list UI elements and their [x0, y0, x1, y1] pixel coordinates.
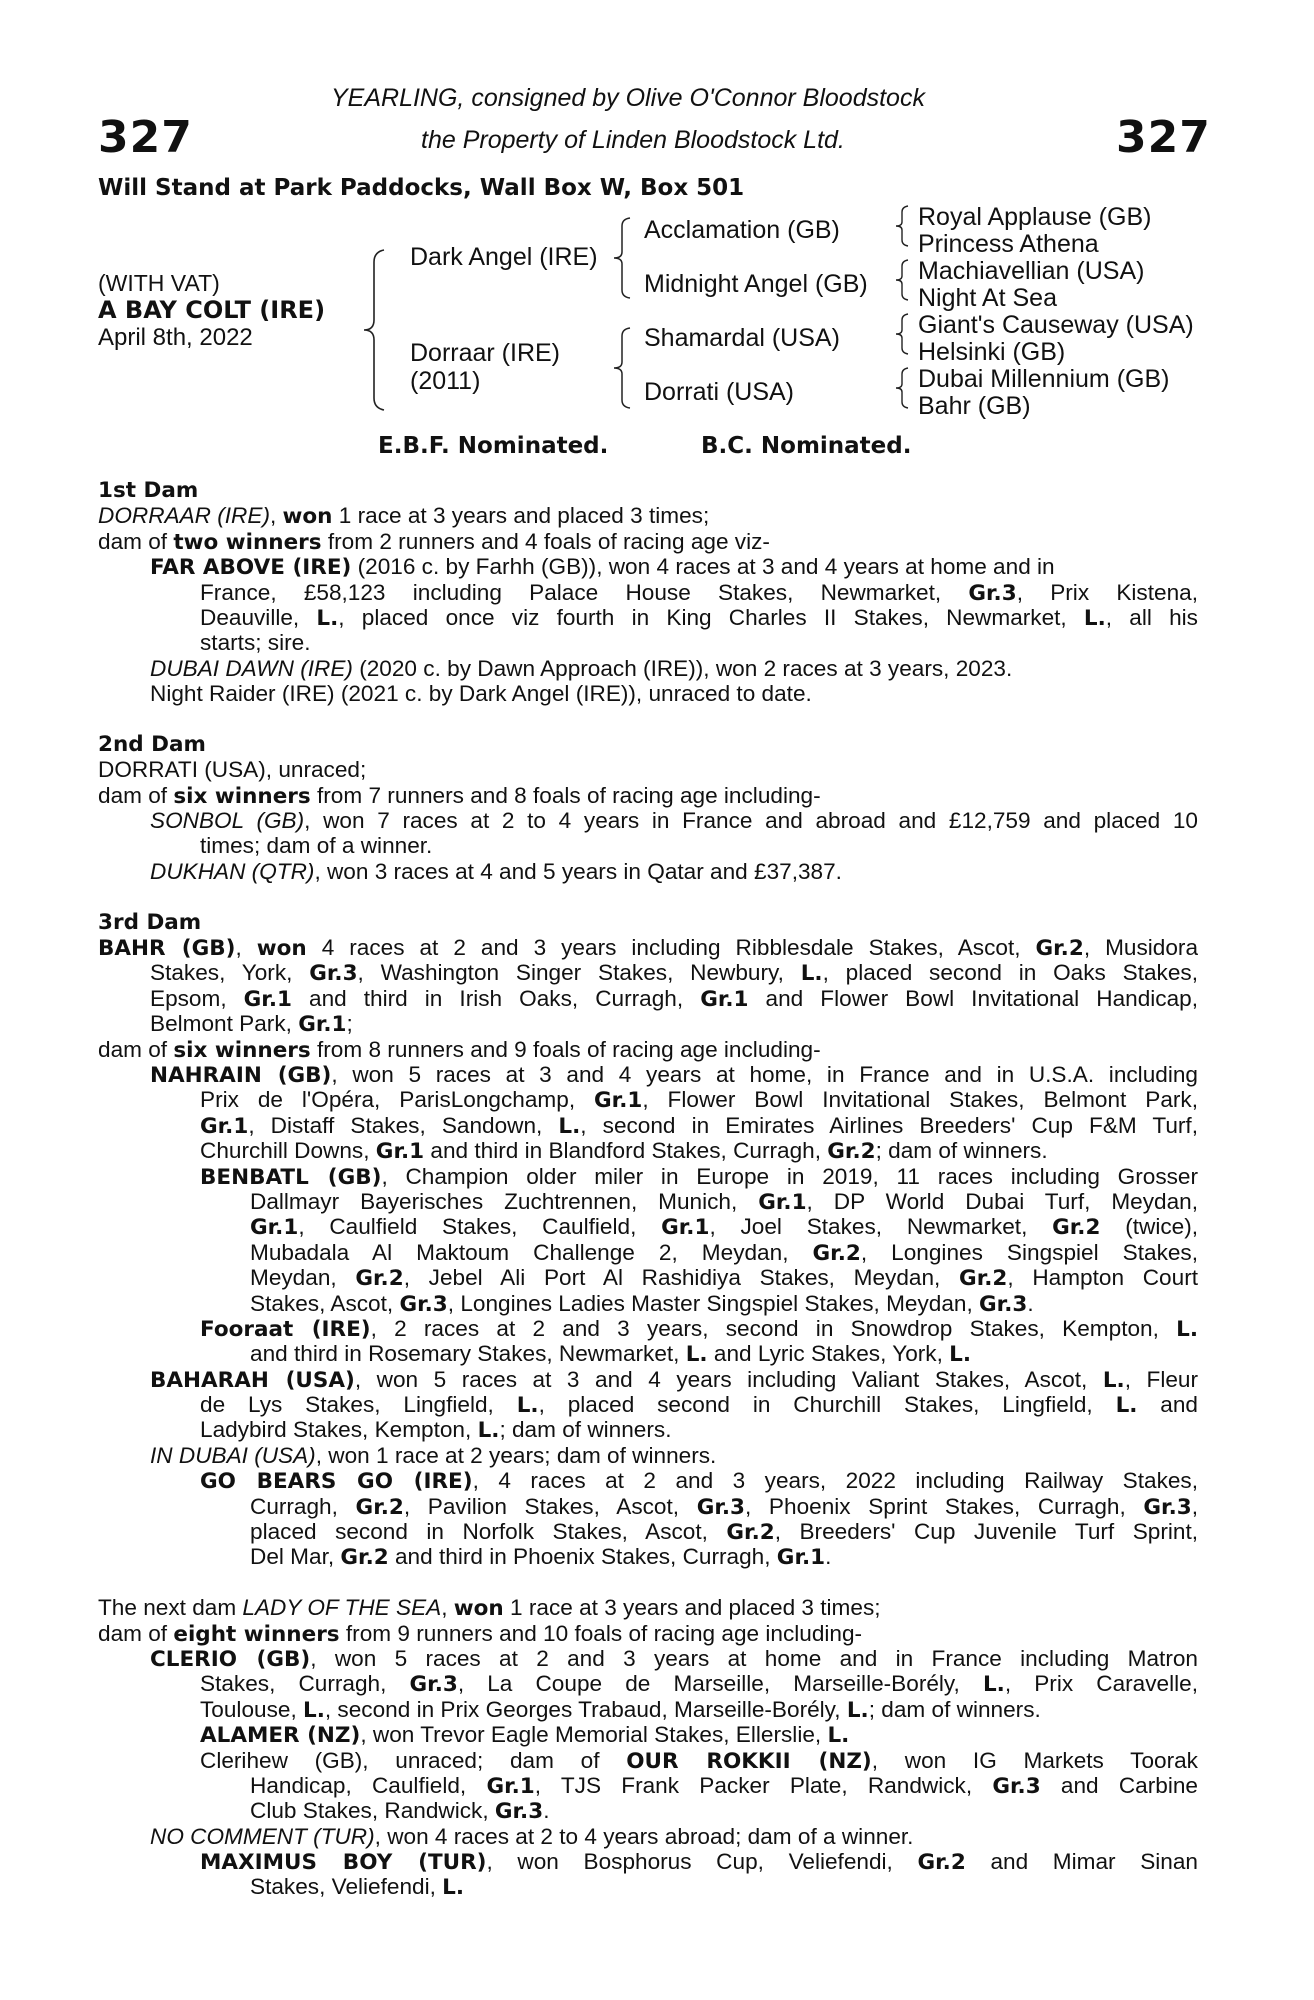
pedigree-brace-g1: [894, 204, 912, 248]
first-dam-produce: dam of two winners from 2 runners and 4 foals of racing age viz-: [98, 528, 770, 555]
pedigree-gg-5: Giant's Causeway (USA): [918, 311, 1194, 339]
progeny-entry: SONBOL (GB), won 7 races at 2 to 4 years in France and abroad and £12,759 and placed 10: [150, 808, 1198, 834]
pedigree-brace-sire: [612, 216, 634, 300]
progeny-entry: MAXIMUS BOY (TUR), won Bosphorus Cup, Veliefendi, Gr.2 and Mimar Sinan: [200, 1849, 1198, 1875]
progeny-entry: times; dam of a winner.: [200, 833, 433, 859]
first-dam-summary: DORRAAR (IRE), won 1 race at 3 years and placed 3 times;: [98, 503, 710, 530]
third-dam-heading: 3rd Dam: [98, 909, 202, 935]
progeny-entry: Clerihew (GB), unraced; dam of OUR ROKKII (NZ), won IG Markets Toorak: [200, 1747, 1198, 1773]
progeny-entry: DUKHAN (QTR), won 3 races at 4 and 5 years in Qatar and £37,387.: [150, 858, 842, 884]
progeny-entry: Mubadala Al Maktoum Challenge 2, Meydan, Gr.2, Longines Singspiel Stakes,: [250, 1239, 1198, 1266]
progeny-entry: Dallmayr Bayerisches Zuchtrennen, Munich, Gr.1, DP World Dubai Turf, Meydan,: [250, 1188, 1198, 1215]
progeny-entry: GO BEARS GO (IRE), 4 races at 2 and 3 years, 2022 including Railway Stakes,: [200, 1468, 1198, 1494]
progeny-entry: IN DUBAI (USA), won 1 race at 2 years; dam of winners.: [150, 1442, 717, 1468]
pedigree-dam-dam: Dorrati (USA): [644, 378, 795, 406]
progeny-entry: Toulouse, L., second in Prix Georges Trabaud, Marseille-Borély, L.; dam of winners.: [200, 1696, 1041, 1723]
progeny-entry: ALAMER (NZ), won Trevor Eagle Memorial Stakes, Ellerslie, L.: [200, 1722, 850, 1749]
bc-nomination: B.C. Nominated.: [701, 433, 912, 459]
pedigree-gg-3: Machiavellian (USA): [918, 257, 1145, 285]
progeny-entry: Deauville, L., placed once viz fourth in King Charles II Stakes, Newmarket, L., all his: [200, 604, 1198, 631]
progeny-entry: BAHARAH (USA), won 5 races at 3 and 4 years including Valiant Stakes, Ascot, L., Fleur: [150, 1366, 1198, 1393]
progeny-entry: France, £58,123 including Palace House Stakes, Newmarket, Gr.3, Prix Kistena,: [200, 579, 1198, 605]
progeny-entry: BENBATL (GB), Champion older miler in Europe in 2019, 11 races including Grosser: [200, 1163, 1198, 1189]
progeny-entry: Ladybird Stakes, Kempton, L.; dam of winners.: [200, 1417, 672, 1444]
second-dam-summary: DORRATI (USA), unraced;: [98, 757, 367, 783]
progeny-entry: placed second in Norfolk Stakes, Ascot, Gr.2, Breeders' Cup Juvenile Turf Sprint,: [250, 1519, 1198, 1545]
progeny-entry: Gr.1, Caulfield Stakes, Caulfield, Gr.1, Joel Stakes, Newmarket, Gr.2 (twice),: [250, 1214, 1198, 1240]
pedigree-gg-2: Princess Athena: [918, 230, 1099, 258]
pedigree-gg-4: Night At Sea: [918, 284, 1057, 312]
lot-number-left: 327: [98, 112, 193, 163]
progeny-entry: Meydan, Gr.2, Jebel Ali Port Al Rashidiya Stakes, Meydan, Gr.2, Hampton Court: [250, 1265, 1198, 1291]
pedigree-dam-year: (2011): [410, 367, 481, 395]
property-line: the Property of Linden Bloodstock Ltd.: [421, 126, 845, 154]
pedigree-gg-7: Dubai Millennium (GB): [918, 365, 1170, 393]
progeny-entry: Stakes, Curragh, Gr.3, La Coupe de Marseille, Marseille-Borély, L., Prix Caravelle,: [200, 1671, 1198, 1697]
progeny-entry: Stakes, Ascot, Gr.3, Longines Ladies Master Singspiel Stakes, Meydan, Gr.3.: [250, 1290, 1034, 1317]
progeny-entry: NAHRAIN (GB), won 5 races at 3 and 4 years at home, in France and in U.S.A. including: [150, 1061, 1198, 1088]
second-dam-heading: 2nd Dam: [98, 731, 206, 757]
pedigree-dam: Dorraar (IRE): [410, 339, 561, 367]
second-dam-produce: dam of six winners from 7 runners and 8 foals of racing age including-: [98, 782, 821, 809]
progeny-entry: starts; sire.: [200, 630, 311, 656]
lot-number-right: 327: [1116, 112, 1211, 163]
progeny-entry: Gr.1, Distaff Stakes, Sandown, L., second in Emirates Airlines Breeders' Cup F&M Turf,: [200, 1112, 1198, 1139]
pedigree-gg-8: Bahr (GB): [918, 392, 1031, 420]
pedigree-brace-g3: [894, 312, 912, 356]
third-dam-summary: Epsom, Gr.1 and third in Irish Oaks, Curragh, Gr.1 and Flower Bowl Invitational Handicap,: [150, 985, 1198, 1012]
progeny-entry: CLERIO (GB), won 5 races at 2 and 3 years at home and in France including Matron: [150, 1645, 1198, 1672]
catalogue-body: [98, 478, 1198, 1900]
progeny-entry: Churchill Downs, Gr.1 and third in Blandford Stakes, Curragh, Gr.2; dam of winners.: [200, 1138, 1048, 1165]
progeny-entry: NO COMMENT (TUR), won 4 races at 2 to 4 years abroad; dam of a winner.: [150, 1823, 914, 1849]
pedigree-gg-6: Helsinki (GB): [918, 338, 1066, 366]
progeny-entry: Curragh, Gr.2, Pavilion Stakes, Ascot, Gr.3, Phoenix Sprint Stakes, Curragh, Gr.3,: [250, 1493, 1198, 1520]
third-dam-produce: dam of six winners from 8 runners and 9 foals of racing age including-: [98, 1036, 821, 1063]
next-dam-summary: The next dam LADY OF THE SEA, won 1 race at 3 years and placed 3 times;: [98, 1595, 881, 1622]
progeny-entry: Fooraat (IRE), 2 races at 2 and 3 years, second in Snowdrop Stakes, Kempton, L.: [200, 1315, 1198, 1342]
progeny-entry: FAR ABOVE (IRE) (2016 c. by Farhh (GB)), won 4 races at 3 and 4 years at home and in: [150, 554, 1055, 581]
third-dam-summary: BAHR (GB), won 4 races at 2 and 3 years including Ribblesdale Stakes, Ascot, Gr.2, Musidora: [98, 935, 1198, 961]
pedigree-sire: Dark Angel (IRE): [410, 243, 598, 271]
progeny-entry: Stakes, Veliefendi, L.: [250, 1874, 465, 1901]
consignor-line: YEARLING, consigned by Olive O'Connor Bloodstock: [331, 84, 925, 112]
stabling-line: Will Stand at Park Paddocks, Wall Box W, Box 501: [98, 175, 745, 201]
progeny-entry: DUBAI DAWN (IRE) (2020 c. by Dawn Approach (IRE)), won 2 races at 3 years, 2023.: [150, 655, 1013, 681]
ebf-nomination: E.B.F. Nominated.: [378, 433, 609, 459]
progeny-entry: Night Raider (IRE) (2021 c. by Dark Angel (IRE)), unraced to date.: [150, 681, 812, 707]
pedigree-sire-dam: Midnight Angel (GB): [644, 270, 868, 298]
pedigree-brace-g2: [894, 258, 912, 302]
progeny-entry: and third in Rosemary Stakes, Newmarket, L. and Lyric Stakes, York, L.: [250, 1341, 972, 1368]
progeny-entry: Handicap, Caulfield, Gr.1, TJS Frank Packer Plate, Randwick, Gr.3 and Carbine: [250, 1772, 1198, 1799]
pedigree-brace-main: [362, 248, 388, 412]
third-dam-summary: Stakes, York, Gr.3, Washington Singer Stakes, Newbury, L., placed second in Oaks Stakes,: [150, 960, 1198, 986]
vat-note: (WITH VAT): [98, 270, 220, 296]
pedigree-dam-sire: Shamardal (USA): [644, 324, 840, 352]
first-dam-heading: 1st Dam: [98, 478, 199, 503]
lot-title: A BAY COLT (IRE): [98, 296, 326, 324]
pedigree-brace-g4: [894, 366, 912, 410]
pedigree-sire-sire: Acclamation (GB): [644, 216, 840, 244]
progeny-entry: Prix de l'Opéra, ParisLongchamp, Gr.1, Flower Bowl Invitational Stakes, Belmont Park,: [200, 1087, 1198, 1113]
progeny-entry: de Lys Stakes, Lingfield, L., placed second in Churchill Stakes, Lingfield, L. and: [200, 1392, 1198, 1418]
foaling-date: April 8th, 2022: [98, 324, 253, 351]
progeny-entry: Club Stakes, Randwick, Gr.3.: [250, 1798, 550, 1825]
next-dam-produce: dam of eight winners from 9 runners and 10 foals of racing age including-: [98, 1620, 863, 1647]
third-dam-summary: Belmont Park, Gr.1;: [150, 1011, 353, 1038]
pedigree-brace-dam: [612, 326, 634, 410]
pedigree-gg-1: Royal Applause (GB): [918, 203, 1152, 231]
progeny-entry: Del Mar, Gr.2 and third in Phoenix Stakes, Curragh, Gr.1.: [250, 1544, 832, 1571]
